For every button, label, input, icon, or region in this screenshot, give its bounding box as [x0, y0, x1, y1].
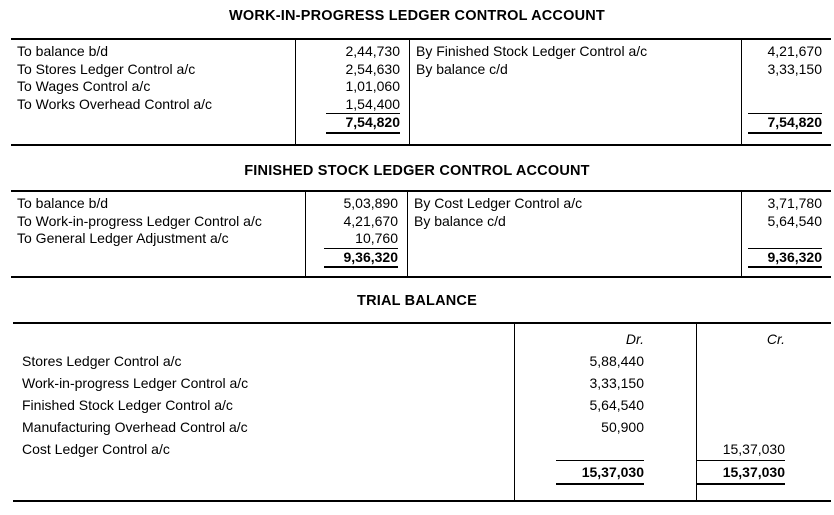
ledger-table-work-in-progress [11, 38, 831, 146]
tb-particulars-column [13, 324, 515, 500]
wip-credit-amount-column [742, 40, 831, 144]
fsl-credit-particulars-column [408, 192, 742, 276]
wip-debit-amount-column [296, 40, 410, 144]
amount-cell: 3,71,780 [767, 195, 822, 211]
amount-cell: 1,01,060 [345, 78, 400, 94]
tb-credit-header: Cr. [766, 331, 785, 347]
amount-cell: 5,03,890 [343, 195, 398, 211]
wip-credit-particulars-column [410, 40, 742, 144]
section-title-work-in-progress: WORK-IN-PROGRESS LEDGER CONTROL ACCOUNT [229, 8, 605, 24]
table-row: To Stores Ledger Control a/c [17, 60, 196, 77]
amount-cell: 2,44,730 [345, 43, 400, 59]
spacer-row [697, 394, 834, 416]
amount-cell: 50,900 [601, 419, 644, 435]
spacer-row [515, 438, 696, 460]
amount-cell: 4,21,670 [767, 43, 822, 59]
table-row: By balance c/d [414, 212, 506, 229]
spacer-row [742, 230, 831, 249]
tb-credit-total: 15,37,030 [697, 461, 785, 485]
amount-cell: 15,37,030 [697, 438, 785, 461]
fsl-debit-particulars-column [11, 192, 306, 276]
table-row: To Work-in-progress Ledger Control a/c [17, 212, 262, 229]
tb-debit-total: 15,37,030 [556, 460, 644, 485]
table-row: By balance c/d [416, 60, 508, 77]
table-row: Stores Ledger Control a/c [22, 353, 182, 369]
table-row: To balance b/d [17, 195, 109, 211]
table-row: By Finished Stock Ledger Control a/c [416, 43, 648, 59]
spacer-row [697, 350, 834, 372]
ledger-table-finished-stock [11, 190, 831, 278]
section-title-trial-balance: TRIAL BALANCE [357, 293, 477, 309]
table-row: Finished Stock Ledger Control a/c [22, 397, 233, 413]
section-title-finished-stock: FINISHED STOCK LEDGER CONTROL ACCOUNT [244, 163, 590, 179]
spacer-row [742, 96, 831, 115]
amount-cell: 4,21,670 [343, 212, 398, 229]
table-row: To General Ledger Adjustment a/c [17, 230, 229, 246]
table-row: To Works Overhead Control a/c [17, 95, 213, 112]
table-row: Work-in-progress Ledger Control a/c [22, 375, 249, 391]
fsl-debit-amount-column [306, 192, 408, 276]
amount-cell: 5,88,440 [589, 353, 644, 369]
spacer-row [742, 78, 831, 96]
spacer-row [697, 416, 834, 438]
amount-cell: 10,760 [324, 230, 398, 249]
table-row: To Wages Control a/c [17, 78, 151, 94]
debit-total: 9,36,320 [324, 249, 398, 269]
tb-debit-header: Dr. [625, 331, 644, 347]
debit-total: 7,54,820 [326, 114, 400, 134]
amount-cell: 3,33,150 [589, 375, 644, 391]
table-row: Cost Ledger Control a/c [22, 441, 170, 457]
amount-cell: 5,64,540 [589, 397, 644, 413]
amount-cell: 2,54,630 [345, 60, 400, 77]
fsl-credit-amount-column [742, 192, 831, 276]
amount-cell: 3,33,150 [767, 60, 822, 77]
table-row: To balance b/d [17, 43, 109, 59]
amount-cell: 5,64,540 [767, 212, 822, 229]
wip-debit-particulars-column [11, 40, 296, 144]
trial-balance-table [13, 322, 831, 502]
tb-debit-column [515, 324, 697, 500]
table-row: By Cost Ledger Control a/c [414, 195, 583, 211]
spacer-row [697, 372, 834, 394]
amount-cell: 1,54,400 [326, 96, 400, 115]
credit-total: 7,54,820 [748, 114, 822, 134]
table-row: Manufacturing Overhead Control a/c [22, 419, 248, 435]
tb-credit-column [697, 324, 834, 500]
credit-total: 9,36,320 [748, 249, 822, 269]
